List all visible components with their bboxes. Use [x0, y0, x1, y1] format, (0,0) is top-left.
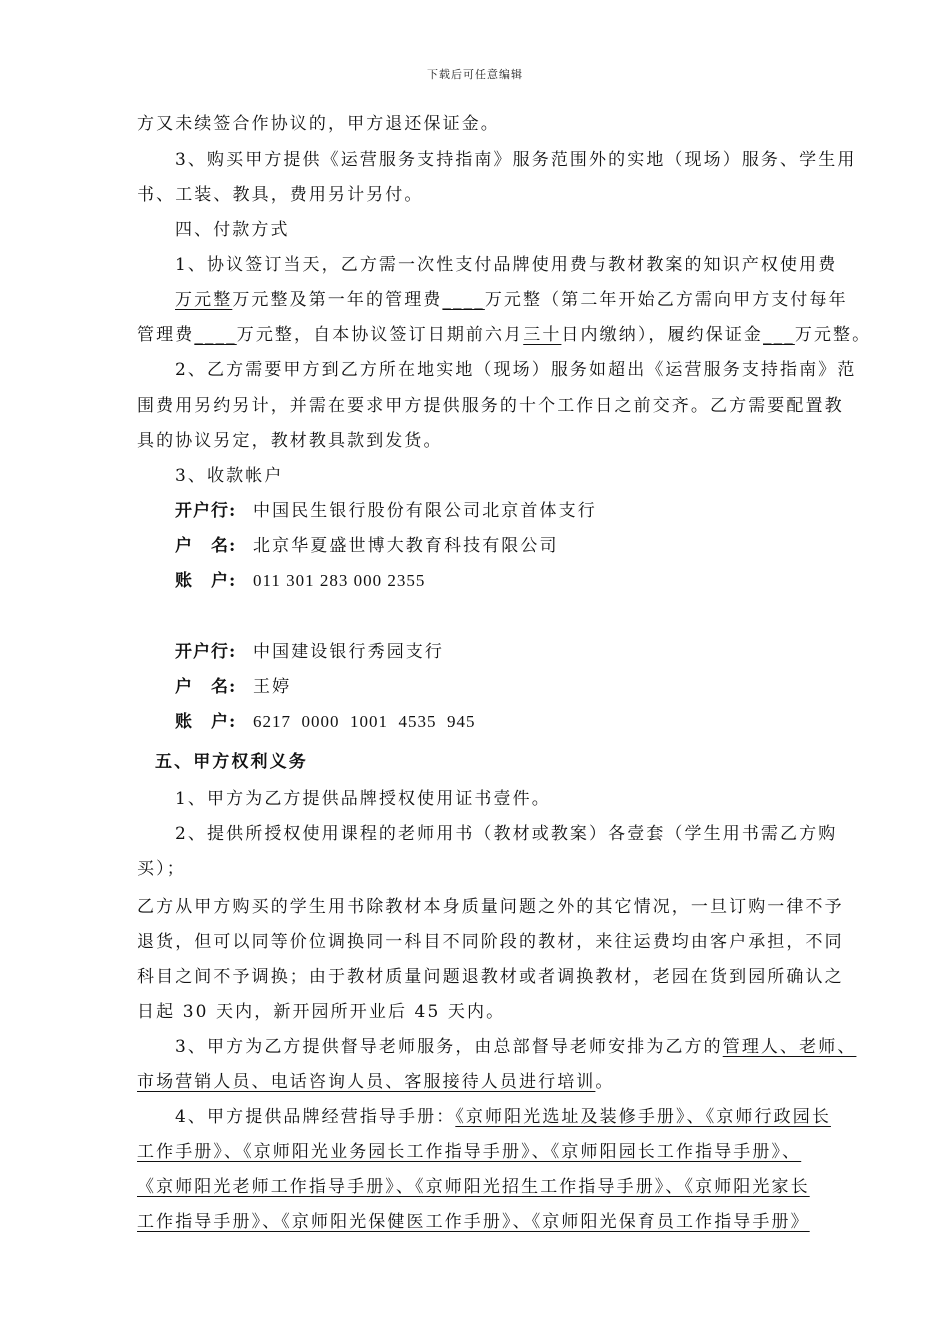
section-heading: 四、付款方式	[175, 220, 290, 240]
paragraph-line: 3、收款帐户	[175, 466, 284, 486]
paragraph-line: 3、甲方为乙方提供督导老师服务，由总部督导老师安排为乙方的管理人、老师、	[175, 1037, 857, 1057]
paragraph-line: 方又未续签合作协议的，甲方退还保证金。	[137, 114, 500, 134]
paragraph-line: 2、提供所授权使用课程的老师用书（教材或教案）各壹套（学生用书需乙方购	[175, 824, 838, 844]
paragraph-line: 市场营销人员、电话咨询人员、客服接待人员进行培训。	[137, 1072, 615, 1092]
paragraph-line: 乙方从甲方购买的学生用书除教材本身质量问题之外的其它情况，一旦订购一律不予	[137, 897, 844, 917]
section-heading: 五、甲方权利义务	[155, 752, 308, 772]
paragraph-line: 1、甲方为乙方提供品牌授权使用证书壹件。	[175, 789, 551, 809]
account-number: 011 301 283 000 2355	[253, 571, 426, 590]
paragraph-line: 具的协议另定，教材教具款到发货。	[137, 431, 443, 451]
account-bank: 中国建设银行秀园支行	[253, 642, 444, 662]
paragraph-line: 围费用另约另计，并需在要求甲方提供服务的十个工作日之前交齐。乙方需要配置教	[137, 396, 844, 416]
paragraph-line: 万元整万元整及第一年的管理费____万元整（第二年开始乙方需向甲方支付每年	[175, 290, 848, 310]
paragraph-line: 1、协议签订当天，乙方需一次性支付品牌使用费与教材教案的知识产权使用费	[175, 255, 838, 275]
blank-amount: ____	[442, 290, 485, 310]
account-number-row: 账 户: 011 301 283 000 2355	[175, 571, 426, 591]
paragraph-line: 书、工装、教具，费用另计另付。	[137, 185, 424, 205]
paragraph-line: 4、甲方提供品牌经营指导手册：《京师阳光选址及装修手册》、《京师行政园长	[175, 1107, 831, 1127]
paragraph-line: 退货，但可以同等价位调换同一科目不同阶段的教材，来往运费均由客户承担，不同	[137, 932, 844, 952]
account-name: 王婷	[253, 677, 292, 697]
paragraph-line: 2、乙方需要甲方到乙方所在地实地（现场）服务如超出《运营服务支持指南》范	[175, 360, 857, 380]
blank-days: 三十	[523, 325, 562, 345]
account-bank: 中国民生银行股份有限公司北京首体支行	[253, 501, 597, 521]
paragraph-line: 工作手册》、《京师阳光业务园长工作指导手册》、《京师阳园长工作指导手册》、	[137, 1142, 802, 1162]
account-name-row: 户 名: 王婷	[175, 677, 292, 697]
paragraph-line: 科目之间不予调换；由于教材质量问题退教材或者调换教材，老园在货到园所确认之	[137, 967, 844, 987]
account-number-row: 账 户: 6217 0000 1001 4535 945	[175, 712, 476, 732]
paragraph-line: 《京师阳光老师工作指导手册》、《京师阳光招生工作指导手册》、《京师阳光家长	[137, 1177, 810, 1197]
account-bank-row: 开户行: 中国建设银行秀园支行	[175, 642, 444, 662]
account-name-row: 户 名: 北京华夏盛世博大教育科技有限公司	[175, 536, 559, 556]
paragraph-line: 3、购买甲方提供《运营服务支持指南》服务范围外的实地（现场）服务、学生用	[175, 150, 857, 170]
account-number: 6217 0000 1001 4535 945	[253, 712, 476, 731]
page-header-note: 下载后可任意编辑	[427, 68, 523, 81]
paragraph-line: 管理费____万元整，自本协议签订日期前六月三十日内缴纳），履约保证金___万元整。	[137, 325, 872, 345]
account-bank-row: 开户行: 中国民生银行股份有限公司北京首体支行	[175, 501, 597, 521]
blank-amount: 万元整	[175, 290, 233, 310]
account-name: 北京华夏盛世博大教育科技有限公司	[253, 536, 559, 556]
paragraph-line: 日起 30 天内，新开园所开业后 45 天内。	[137, 1002, 506, 1022]
paragraph-line: 买）；	[137, 859, 186, 879]
paragraph-line: 工作指导手册》、《京师阳光保健医工作手册》、《京师阳光保育员工作指导手册》	[137, 1212, 810, 1232]
blank-amount: ____	[194, 325, 237, 345]
blank-amount: ___	[763, 325, 795, 345]
